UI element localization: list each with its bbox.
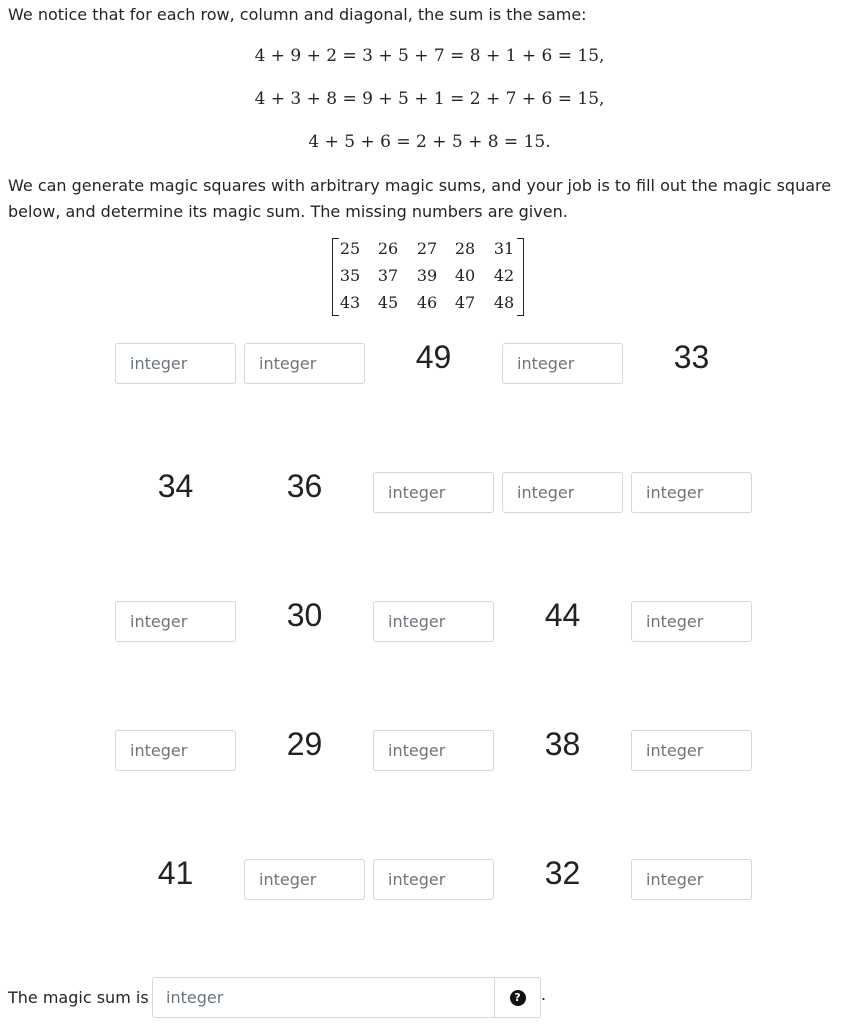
equation-2: 4 + 3 + 8 = 9 + 5 + 1 = 2 + 7 + 6 = 15, (254, 89, 605, 109)
intro-text: We notice that for each row, column and diagonal, the sum is the same: (8, 5, 587, 24)
magic-sum-group (152, 977, 541, 1018)
equation-3: 4 + 5 + 6 = 2 + 5 + 8 = 15. (308, 132, 551, 152)
matrix-row (332, 293, 524, 319)
magic-sum-label: The magic sum is (8, 988, 149, 1007)
cell-input[interactable] (373, 472, 494, 513)
cell-input[interactable] (115, 343, 236, 384)
question-circle-icon: ? (510, 990, 526, 1006)
trailing-period: . (541, 985, 547, 1004)
given-number: 38 (544, 726, 581, 762)
given-number: 30 (286, 597, 323, 633)
matrix-cell: 26 (377, 239, 399, 258)
matrix-cell: 46 (416, 293, 438, 312)
matrix-cell: 27 (416, 239, 438, 258)
given-number: 33 (673, 339, 710, 375)
given-number: 36 (286, 468, 323, 504)
cell-input[interactable] (244, 343, 365, 384)
matrix-cell: 48 (493, 293, 515, 312)
matrix-cell: 40 (454, 266, 476, 285)
cell-input[interactable] (373, 730, 494, 771)
matrix-cell: 31 (493, 239, 515, 258)
matrix-cell: 28 (454, 239, 476, 258)
cell-input[interactable] (631, 730, 752, 771)
cell-input[interactable] (115, 601, 236, 642)
matrix-cell: 39 (416, 266, 438, 285)
matrix-row (332, 239, 524, 265)
given-number: 44 (544, 597, 581, 633)
given-number: 49 (415, 339, 452, 375)
cell-input[interactable] (115, 730, 236, 771)
given-number: 34 (157, 468, 194, 504)
given-number: 41 (157, 855, 194, 891)
cell-input[interactable] (631, 601, 752, 642)
matrix-cell: 42 (493, 266, 515, 285)
cell-input[interactable] (244, 859, 365, 900)
matrix-cell: 45 (377, 293, 399, 312)
matrix-cell: 25 (339, 239, 361, 258)
matrix-row (332, 266, 524, 292)
magic-sum-input[interactable] (153, 978, 495, 1017)
matrix-cell: 35 (339, 266, 361, 285)
missing-numbers-matrix (332, 238, 524, 316)
cell-input[interactable] (631, 472, 752, 513)
cell-input[interactable] (502, 472, 623, 513)
matrix-cell: 43 (339, 293, 361, 312)
help-button[interactable] (494, 978, 540, 1017)
cell-input[interactable] (373, 859, 494, 900)
matrix-cell: 47 (454, 293, 476, 312)
cell-input[interactable] (502, 343, 623, 384)
cell-input[interactable] (631, 859, 752, 900)
equation-1: 4 + 9 + 2 = 3 + 5 + 7 = 8 + 1 + 6 = 15, (254, 46, 605, 66)
given-number: 32 (544, 855, 581, 891)
cell-input[interactable] (373, 601, 494, 642)
matrix-cell: 37 (377, 266, 399, 285)
instructions-text: We can generate magic squares with arbitrary magic sums, and your job is to fill out the magic square below, and determine its magic sum. The missing numbers are given. (8, 176, 832, 221)
given-number: 29 (286, 726, 323, 762)
